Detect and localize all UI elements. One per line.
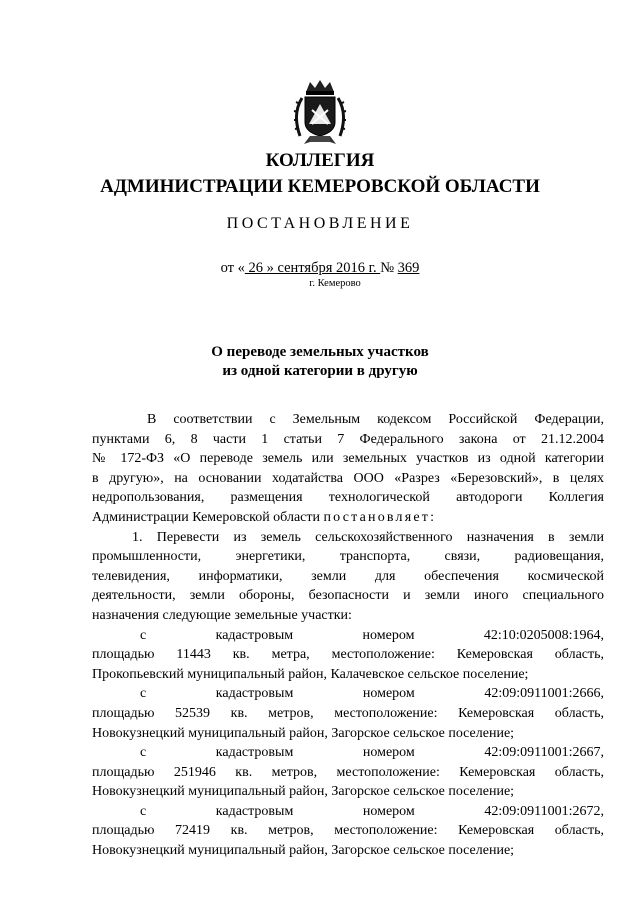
date-prefix: от « bbox=[220, 260, 245, 276]
body-line: площадью 11443 кв. метра, местоположение: Кемеровская область, bbox=[92, 647, 604, 663]
body-line: площадью 52539 кв. метров, местоположение: Кемеровская область, bbox=[92, 705, 604, 721]
number-sign: № bbox=[380, 260, 398, 276]
date-line bbox=[0, 260, 640, 277]
body-line: промышленности, энергетики, транспорта, связи, радиовещания, bbox=[92, 549, 604, 565]
date-mid: » bbox=[266, 260, 278, 276]
doc-title-line2: из одной категории в другую bbox=[222, 363, 418, 379]
body-line: № 172-ФЗ «О переводе земель или земельных участков из одной категории bbox=[92, 451, 604, 467]
body-line: с кадастровым номером 42:10:0205008:1964, bbox=[140, 627, 604, 643]
org-title-line1: КОЛЛЕГИЯ bbox=[265, 150, 375, 171]
body-line: с кадастровым номером 42:09:0911001:2667, bbox=[140, 745, 604, 761]
body-line: с кадастровым номером 42:09:0911001:2666, bbox=[140, 686, 604, 702]
body-line: Новокузнецкий муниципальный район, Загорское сельское поселение; bbox=[92, 843, 515, 859]
document-type: ПОСТАНОВЛЕНИЕ bbox=[226, 215, 414, 232]
body-line-part: Администрации Кемеровской области bbox=[92, 509, 324, 525]
body-line: В соответствии с Земельным кодексом Российской Федерации, bbox=[147, 412, 604, 427]
body-line: площадью 72419 кв. метров, местоположение: Кемеровская область, bbox=[92, 823, 604, 839]
body-line: Новокузнецкий муниципальный район, Загорское сельское поселение; bbox=[92, 725, 515, 741]
document-number: 369 bbox=[397, 260, 420, 276]
date-day: 26 bbox=[244, 260, 267, 276]
document-body bbox=[92, 410, 604, 861]
date-month-year: сентября 2016 г. bbox=[277, 260, 381, 276]
body-line: назначения следующие земельные участки: bbox=[92, 607, 352, 623]
body-line: Прокопьевский муниципальный район, Калачевское сельское поселение; bbox=[92, 666, 529, 682]
body-line: площадью 251946 кв. метров, местоположение: Кемеровская область, bbox=[92, 764, 604, 780]
body-line: Новокузнецкий муниципальный район, Загорское сельское поселение; bbox=[92, 784, 515, 800]
body-line: деятельности, земли обороны, безопасности и земли иного специального bbox=[92, 588, 604, 604]
body-line: с кадастровым номером 42:09:0911001:2672, bbox=[140, 803, 604, 819]
resolves-word: постановляет: bbox=[323, 509, 437, 525]
body-line: в другую», на основании ходатайства ООО «Разрез «Березовский», в целях bbox=[92, 470, 604, 486]
body-line: 1. Перевести из земель сельскохозяйственного назначения в земли bbox=[132, 529, 604, 545]
doc-title-line1: О переводе земельных участков bbox=[211, 344, 429, 360]
body-line: пунктами 6, 8 части 1 статьи 7 Федерального закона от 21.12.2004 bbox=[92, 431, 604, 447]
body-line: недропользования, размещения технологической автодороги Коллегия bbox=[92, 490, 604, 506]
city: г. Кемерово bbox=[309, 278, 361, 289]
coat-of-arms-icon bbox=[290, 78, 350, 146]
body-line: телевидения, информатики, земли для обеспечения космической bbox=[92, 568, 604, 584]
org-title-line2: АДМИНИСТРАЦИИ КЕМЕРОВСКОЙ ОБЛАСТИ bbox=[100, 176, 540, 197]
body-line bbox=[92, 508, 604, 528]
